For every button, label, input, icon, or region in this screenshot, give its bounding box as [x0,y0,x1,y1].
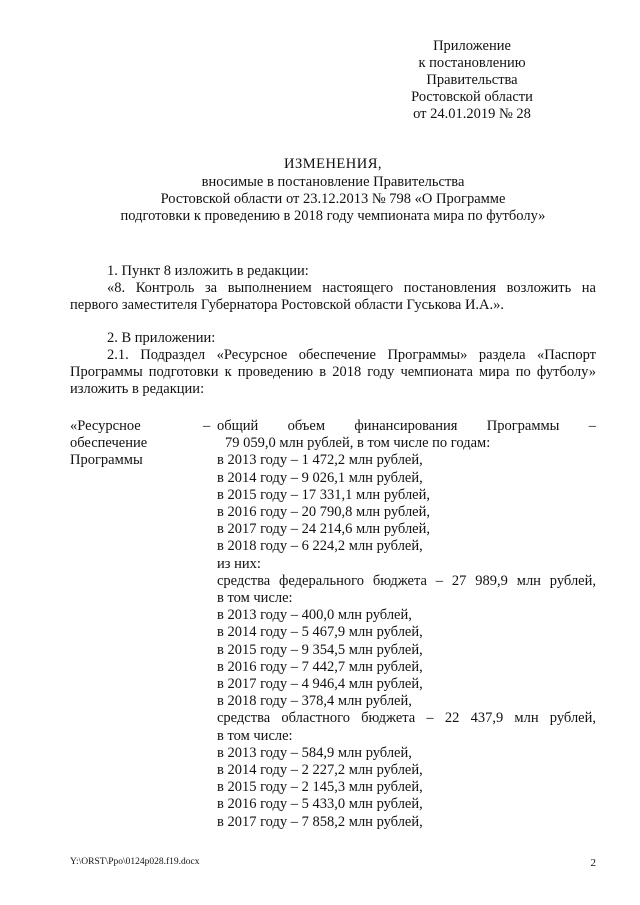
year-line: в 2014 году – 9 026,1 млн рублей, [217,469,423,486]
year-line: в 2014 году – 5 467,9 млн рублей, [217,624,423,641]
year-line: в 2017 году – 7 858,2 млн рублей, [217,813,423,830]
appendix-line: Правительства [426,72,518,88]
page-number: 2 [590,857,596,869]
year-line: в 2018 году – 6 224,2 млн рублей, [217,538,423,555]
regional-line: в том числе: [217,727,293,744]
resource-values [217,418,596,831]
federal-line: средства федерального бюджета – 27 989,9 млн рублей, [217,572,596,589]
section-2-item: 2. В приложении: [107,330,216,346]
year-line: в 2016 году – 7 442,7 млн рублей, [217,658,423,675]
appendix-line: от 24.01.2019 № 28 [413,106,531,122]
year-line: в 2017 году – 24 214,6 млн рублей, [217,521,431,538]
section-2-text: 2.1. Подраздел «Ресурсное обеспечение Программы» раздела «Паспорт Программы подготовки к проведению в 2018 году чемпионата мира по футболу» изложить в редакции: [70,347,596,397]
year-line: в 2013 году – 1 472,2 млн рублей, [217,452,423,469]
title-line: Ростовской области от 23.12.2013 № 798 «О Программе [160,191,506,207]
total-line: общий объем финансирования Программы – [217,418,596,434]
year-line: в 2015 году – 9 354,5 млн рублей, [217,641,423,658]
appendix-block [382,38,562,123]
regional-line: средства областного бюджета – 22 437,9 млн рублей, [217,710,596,727]
appendix-line: Ростовской области [411,89,533,105]
resource-label-line: Программы [70,452,143,469]
appendix-line: к постановлению [418,55,526,71]
section-1 [70,263,596,314]
total-line: 79 059,0 млн рублей, в том числе по годам: [225,435,491,452]
federal-line: в том числе: [217,590,293,607]
resource-label-line: «Ресурсное [70,418,141,434]
year-line: в 2013 году – 400,0 млн рублей, [217,607,412,624]
section-1-text: «8. Контроль за выполнением настоящего постановления возложить на первого заместителя Губернатора Ростовской области Гуськова И.А.». [70,280,596,313]
document-title [70,156,596,225]
table-dash: – [203,418,211,434]
appendix-line: Приложение [433,38,511,54]
file-path: Y:\ORST\Ppo\0124p028.f19.docx [70,857,200,867]
year-line: в 2014 году – 2 227,2 млн рублей, [217,762,423,779]
year-line: в 2015 году – 2 145,3 млн рублей, [217,779,423,796]
title-line: подготовки к проведению в 2018 году чемпионата мира по футболу» [120,208,546,224]
year-line: в 2016 году – 5 433,0 млн рублей, [217,796,423,813]
year-line: в 2017 году – 4 946,4 млн рублей, [217,676,423,693]
section-2 [70,330,596,398]
title-heading: ИЗМЕНЕНИЯ, [283,156,383,172]
year-line: в 2013 году – 584,9 млн рублей, [217,744,412,761]
of-which-line: из них: [217,555,261,572]
year-line: в 2016 году – 20 790,8 млн рублей, [217,504,431,521]
title-line: вносимые в постановление Правительства [201,174,465,190]
resource-label [70,418,190,470]
year-line: в 2015 году – 17 331,1 млн рублей, [217,486,431,503]
year-line: в 2018 году – 378,4 млн рублей, [217,693,412,710]
section-1-item: 1. Пункт 8 изложить в редакции: [107,263,309,279]
resource-label-line: обеспечение [70,435,148,452]
